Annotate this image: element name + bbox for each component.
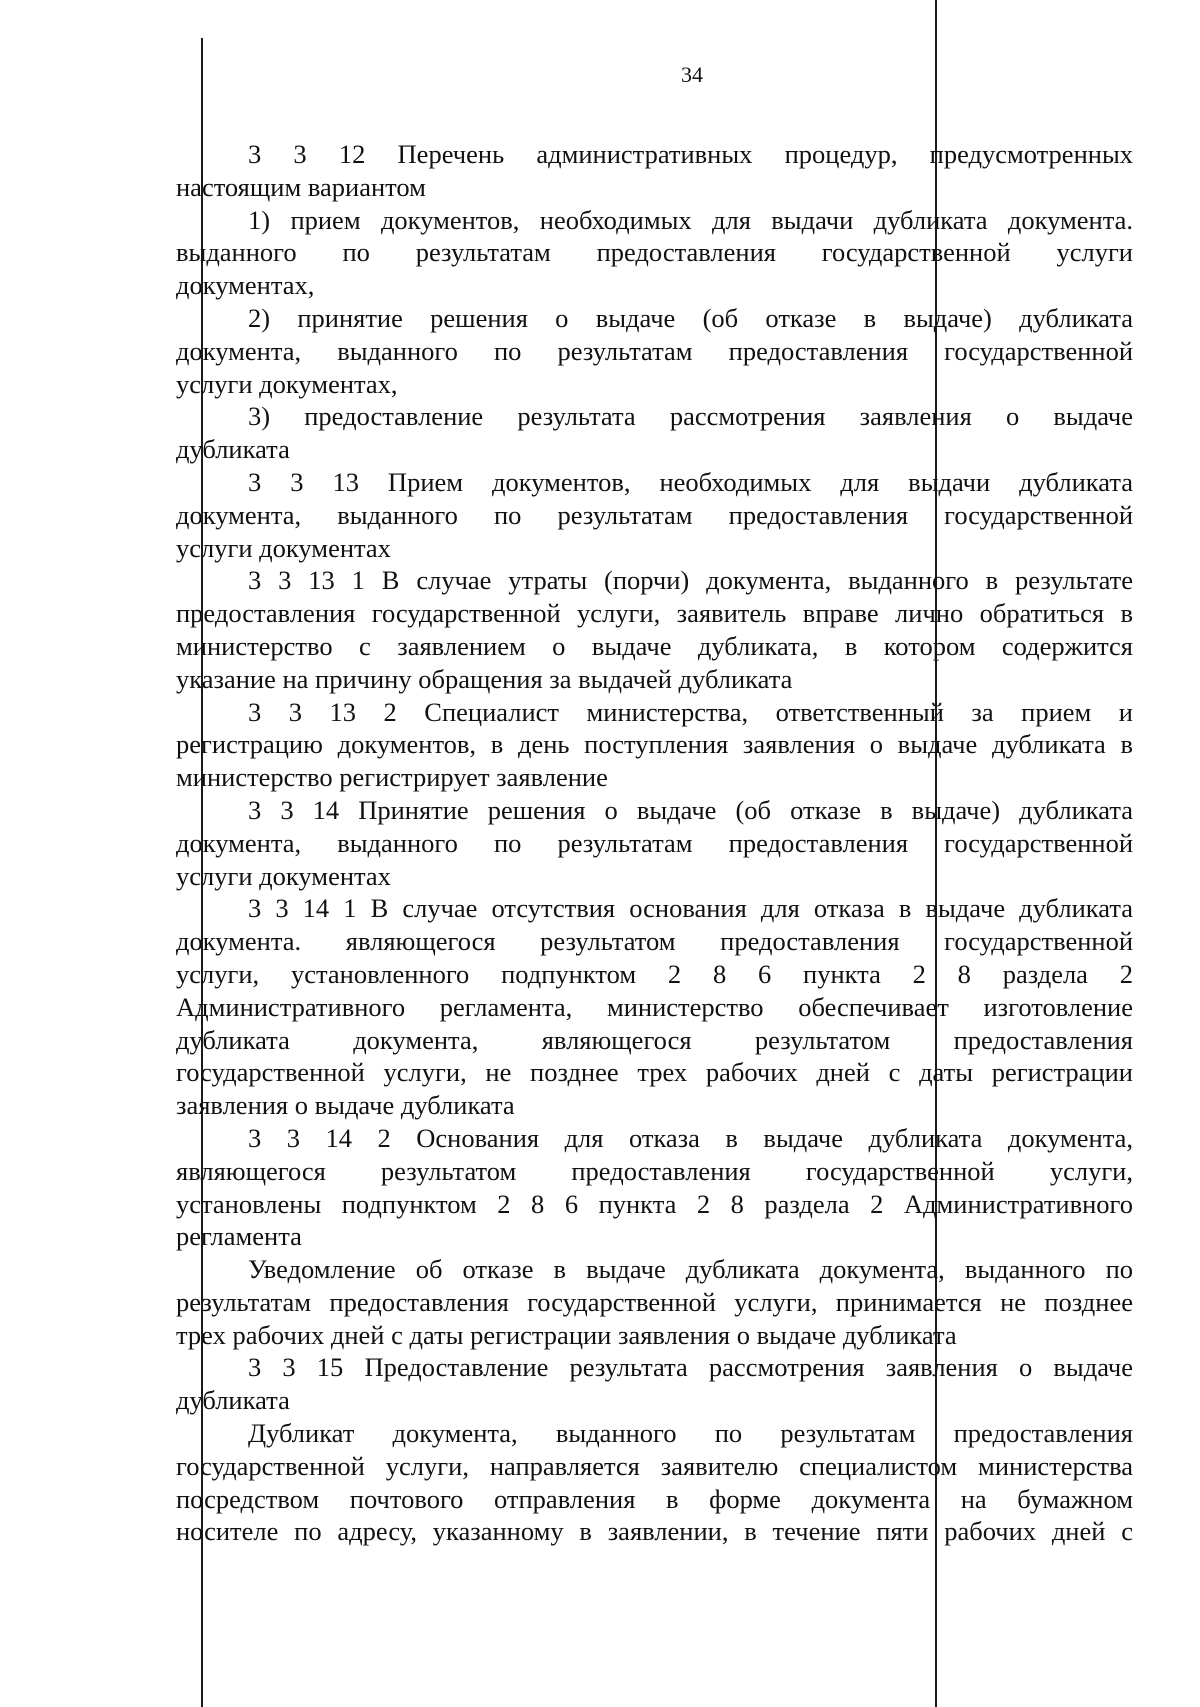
text-line: регламента xyxy=(176,1221,302,1252)
text-line: 3 3 14 2 Основания для отказа в выдаче дубликата документа, xyxy=(248,1122,1133,1153)
text-line: министерство с заявлением о выдаче дубликата, в котором содержится xyxy=(176,630,1133,661)
text-line: государственной услуги, направляется заявителю специалистом министерства xyxy=(176,1450,1133,1481)
text-line: услуги документах xyxy=(176,532,391,563)
text-line: Уведомление об отказе в выдаче дубликата документа, выданного по xyxy=(248,1254,1133,1285)
text-line: 3 3 13 2 Специалист министерства, ответственный за прием и xyxy=(248,696,1133,727)
text-line: предоставления государственной услуги, заявитель вправе лично обратиться в xyxy=(176,598,1133,629)
text-line: услуги документах, xyxy=(176,368,398,399)
text-line: заявления о выдаче дубликата xyxy=(176,1090,515,1121)
text-line: 3 3 15 Предоставление результата рассмотрения заявления о выдаче xyxy=(248,1352,1133,1383)
text-line: дубликата xyxy=(176,1385,290,1416)
text-line: установлены подпунктом 2 8 6 пункта 2 8 раздела 2 Административного xyxy=(176,1188,1133,1219)
text-line: 2) принятие решения о выдаче (об отказе в выдаче) дубликата xyxy=(248,302,1133,333)
document-body xyxy=(176,138,1133,1548)
text-line: услуги документах xyxy=(176,860,391,891)
text-line: 3 3 12 Перечень административных процедур, предусмотренных xyxy=(248,139,1133,169)
text-line: трех рабочих дней с даты регистрации заявления о выдаче дубликата xyxy=(176,1319,957,1350)
text-line: документа. являющегося результатом предоставления государственной xyxy=(176,926,1133,957)
text-line: министерство регистрирует заявление xyxy=(176,762,608,793)
text-line: 1) прием документов, необходимых для выдачи дубликата документа. xyxy=(248,204,1133,235)
text-line: государственной услуги, не позднее трех рабочих дней с даты регистрации xyxy=(176,1057,1133,1088)
page-number: 34 xyxy=(681,62,703,87)
text-line: являющегося результатом предоставления государственной услуги, xyxy=(176,1155,1133,1186)
text-line: 3) предоставление результата рассмотрения заявления о выдаче xyxy=(248,401,1133,432)
text-line: Дубликат документа, выданного по результатам предоставления xyxy=(248,1418,1133,1449)
text-line: документах, xyxy=(176,270,315,301)
text-line: 3 3 13 Прием документов, необходимых для выдачи дубликата xyxy=(248,466,1133,497)
text-line: 3 3 14 1 В случае отсутствия основания для отказа в выдаче дубликата xyxy=(248,893,1133,924)
text-line: документа, выданного по результатам предоставления государственной xyxy=(176,827,1133,858)
text-line: документа, выданного по результатам предоставления государственной xyxy=(176,335,1133,366)
text-line: указание на причину обращения за выдачей дубликата xyxy=(176,663,793,694)
text-line: посредством почтового отправления в форме документа на бумажном xyxy=(176,1483,1133,1514)
text-line: Административного регламента, министерство обеспечивает изготовление xyxy=(176,991,1133,1022)
text-line: выданного по результатам предоставления государственной услуги xyxy=(176,237,1133,268)
text-line: носителе по адресу, указанному в заявлении, в течение пяти рабочих дней с xyxy=(176,1516,1133,1547)
text-line: дубликата документа, являющегося результатом предоставления xyxy=(176,1024,1133,1055)
text-line: документа, выданного по результатам предоставления государственной xyxy=(176,499,1133,530)
text-line: результатам предоставления государственной услуги, принимается не позднее xyxy=(176,1286,1133,1317)
text-line: 3 3 14 Принятие решения о выдаче (об отказе в выдаче) дубликата xyxy=(248,794,1133,825)
text-line: услуги, установленного подпунктом 2 8 6 пункта 2 8 раздела 2 xyxy=(176,958,1133,989)
text-line: 3 3 13 1 В случае утраты (порчи) документа, выданного в результате xyxy=(248,565,1133,596)
text-line: регистрацию документов, в день поступления заявления о выдаче дубликата в xyxy=(176,729,1133,760)
text-line: дубликата xyxy=(176,434,290,465)
text-line: настоящим вариантом xyxy=(176,171,426,202)
